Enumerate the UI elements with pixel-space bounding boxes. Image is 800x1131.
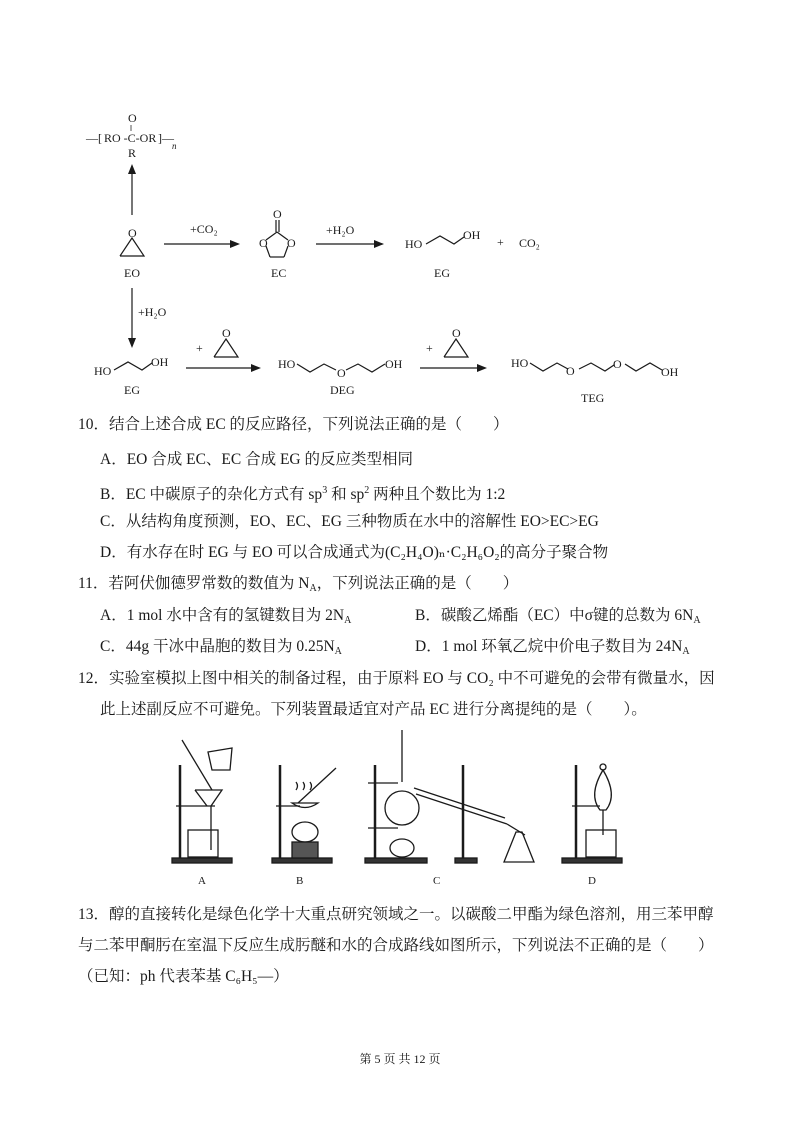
teg-ether-o: O	[613, 357, 622, 371]
eg-ho: HO	[94, 364, 112, 378]
apparatus-b-evaporation	[272, 765, 336, 863]
page-number: 第 5 页 共 12 页	[359, 1052, 441, 1066]
question-13-line-1: 13．醇的直接转化是绿色化学十大重点研究领域之一。以碳酸二甲酯为绿色溶剂，用三苯甲醇	[78, 906, 714, 923]
ec-label: EC	[271, 266, 287, 280]
text: B．EC 中碳原子的杂化方式有 sp	[100, 486, 323, 503]
text: B．碳酸乙烯酯（EC）中σ键的总数为 6N	[415, 607, 694, 624]
teg-ether-o: O	[566, 364, 575, 378]
text: 11．若阿伏伽德罗常数的数值为 N	[78, 575, 310, 592]
polymer-carbonyl-o: O	[128, 111, 137, 125]
ec-oxygen-left: O	[259, 236, 268, 250]
apparatus-label-b: B	[296, 875, 304, 887]
reagent-h2o: +H₂O	[326, 223, 355, 237]
subscript: A	[682, 646, 690, 657]
reagent-co2: +CO₂	[190, 222, 218, 236]
eg-label: EG	[434, 266, 450, 280]
apparatus-label-a: A	[198, 875, 206, 887]
q10-option-c: C．从结构角度预测，EO、EC、EG 三种物质在水中的溶解性 EO>EC>EG	[100, 513, 599, 530]
eo-oxygen: O	[128, 226, 137, 240]
teg-oh: OH	[661, 365, 679, 379]
apparatus-a-filtration	[172, 740, 232, 863]
eo-label: EO	[124, 266, 140, 280]
polymer-bracket-right: ]—	[158, 131, 174, 145]
text: A．1 mol 水中含有的氢键数目为 2N	[100, 607, 345, 624]
eo-oxygen: O	[452, 326, 461, 340]
polymer-r-group: R	[128, 146, 137, 160]
polymer-double-bond: ‖	[130, 124, 133, 133]
eg-oh: OH	[463, 228, 481, 242]
text: 和 sp	[327, 486, 365, 503]
polymer-formula: RO -C-OR	[104, 131, 157, 145]
text: C．44g 干冰中晶胞的数目为 0.25N	[100, 638, 335, 655]
question-13-line-2: 与二苯甲酮肟在室温下反应生成肟醚和水的合成路线如图所示，下列说法不正确的是（ ）	[78, 937, 714, 954]
plus-sign: +	[426, 341, 433, 355]
text: 两种且个数比为 1:2	[369, 486, 506, 503]
text: ，下列说法正确的是（ ）	[316, 575, 519, 592]
apparatus-d-separatory-funnel	[562, 764, 622, 863]
q10-option-a: A．EO 合成 EC、EC 合成 EG 的反应类型相同	[100, 451, 414, 468]
deg-ether-o: O	[337, 366, 346, 380]
eg-label: EG	[124, 383, 140, 397]
ec-oxygen-top: O	[273, 207, 282, 221]
reagent-h2o: +H₂O	[138, 305, 167, 319]
apparatus-label-d: D	[588, 875, 596, 887]
polymer-n: n	[172, 141, 177, 151]
eg-oh: OH	[151, 355, 169, 369]
polymer-bracket-left: —[	[86, 131, 102, 145]
teg-ho: HO	[511, 356, 529, 370]
eo-oxygen: O	[222, 326, 231, 340]
subscript: A	[334, 646, 342, 657]
question-13-line-3: （已知：ph 代表苯基 C₆H₅—）	[78, 968, 289, 985]
deg-oh: OH	[385, 357, 403, 371]
deg-ho: HO	[278, 357, 296, 371]
question-12-line-1: 12．实验室模拟上图中相关的制备过程，由于原料 EO 与 CO₂ 中不可避免的会带有微量水，因	[78, 670, 715, 687]
teg-label: TEG	[581, 391, 605, 405]
text: D．1 mol 环氧乙烷中价电子数目为 24N	[415, 638, 683, 655]
deg-label: DEG	[330, 383, 355, 397]
eg-ho: HO	[405, 237, 423, 251]
superscript: 2	[364, 485, 370, 496]
plus-sign: +	[497, 235, 504, 249]
subscript: A	[344, 615, 352, 626]
plus-sign: +	[196, 341, 203, 355]
co2-product: CO₂	[519, 236, 540, 250]
q10-option-d: D．有水存在时 EG 与 EO 可以合成通式为(C₂H₄O)ₙ·C₂H₆O₂的高分子聚合物	[100, 544, 609, 561]
question-10-stem: 10．结合上述合成 EC 的反应路径，下列说法正确的是（ ）	[78, 416, 509, 433]
apparatus-label-c: C	[433, 875, 441, 887]
ec-oxygen-right: O	[287, 236, 296, 250]
apparatus-c-distillation	[365, 730, 534, 863]
subscript: A	[693, 615, 701, 626]
question-12-line-2: 此上述副反应不可避免。下列装置最适宜对产品 EC 进行分离提纯的是（ ）。	[100, 701, 647, 718]
superscript: 3	[322, 485, 328, 496]
subscript: A	[309, 583, 317, 594]
